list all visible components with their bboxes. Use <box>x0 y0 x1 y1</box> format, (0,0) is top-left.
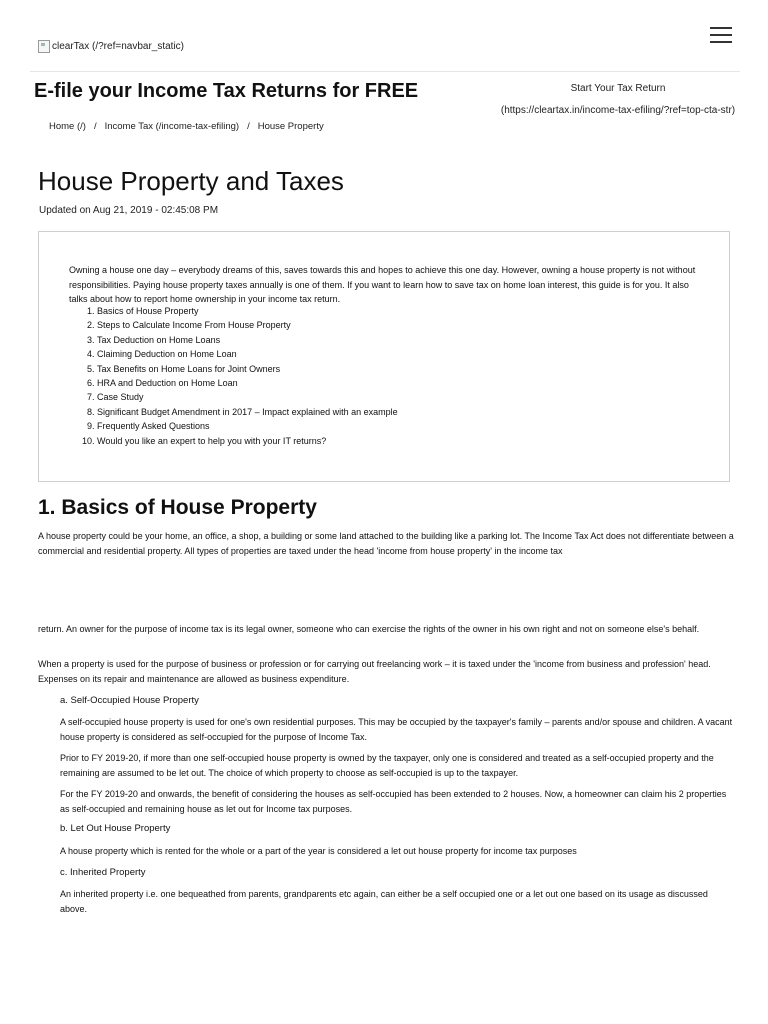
cleartax-logo[interactable] <box>38 40 184 53</box>
breadcrumb-separator: / <box>93 121 97 132</box>
cta-title: E-file your Income Tax Returns for FREE <box>34 80 419 102</box>
hamburger-menu-icon[interactable] <box>710 27 732 43</box>
toc-item[interactable]: 9. Frequently Asked Questions <box>97 419 398 433</box>
cta-link-url: (https://cleartax.in/income-tax-efiling/?ref=top-cta-str) <box>500 105 736 116</box>
toc-item[interactable]: 8. Significant Budget Amendment in 2017 – Impact explained with an example <box>97 405 398 419</box>
toc-item[interactable]: 4. Claiming Deduction on Home Loan <box>97 347 398 361</box>
toc-item[interactable]: 2. Steps to Calculate Income From House Property <box>97 318 398 332</box>
start-tax-return-link[interactable] <box>500 78 736 122</box>
section-heading: 1. Basics of House Property <box>38 496 317 519</box>
logo-alt-text: clearTax (/?ref=navbar_static) <box>52 41 185 52</box>
toc-item[interactable]: 1. Basics of House Property <box>97 304 398 318</box>
paragraph: An inherited property i.e. one bequeathed from parents, grandparents etc again, can either be a self occupied one or a let out one based on its usage as discussed above. <box>60 889 708 914</box>
navbar-divider <box>30 71 740 72</box>
toc-item[interactable]: 5. Tax Benefits on Home Loans for Joint Owners <box>97 362 398 376</box>
paragraph: Prior to FY 2019-20, if more than one self-occupied house property is owned by the taxpayer, only one is considered and treated as a self-occupied property and the remaining are assumed to be let out. The choice of which property to choose as self-occupied is up to the taxpayer. <box>60 753 714 778</box>
menu-bar <box>710 41 732 43</box>
breadcrumb-home[interactable]: Home (/) <box>49 121 86 132</box>
menu-bar <box>710 27 732 29</box>
cta-link-label: Start Your Tax Return <box>570 83 666 94</box>
toc-item[interactable]: 6. HRA and Deduction on Home Loan <box>97 376 398 390</box>
breadcrumb-income-tax[interactable]: Income Tax (/income-tax-efiling) <box>104 121 240 132</box>
table-of-contents-box <box>38 231 730 482</box>
menu-bar <box>710 34 732 36</box>
subheading-self-occupied: a. Self-Occupied House Property <box>60 695 199 706</box>
toc-list <box>87 304 398 448</box>
article-intro: Owning a house one day – everybody dreams of this, saves towards this and hopes to achieve this one day. However, owning a house property is not without responsibilities. Paying house property taxes annually is one of them. If you want to learn how to save tax on home loan interest, this guide is for you. It also talks about how to report home ownership in your income tax return. <box>69 265 696 304</box>
toc-item[interactable]: 10. Would you like an expert to help you with your IT returns? <box>97 434 398 448</box>
breadcrumb-current: House Property <box>257 121 324 132</box>
paragraph: When a property is used for the purpose of business or profession or for carrying out freelancing work – it is taxed under the 'income from business and profession' head. Expenses on its repair and maintenance are allowed as business expenditure. <box>38 659 711 684</box>
breadcrumb <box>49 121 324 132</box>
broken-image-icon <box>38 40 50 53</box>
paragraph: A self-occupied house property is used for one's own residential purposes. This may be occupied by the taxpayer's family – parents and/or spouse and children. A vacant house property is considered as self-occupied for the purpose of Income Tax. <box>60 717 733 742</box>
updated-timestamp: Updated on Aug 21, 2019 - 02:45:08 PM <box>39 205 219 216</box>
breadcrumb-separator: / <box>247 121 250 132</box>
paragraph: A house property which is rented for the whole or a part of the year is considered a let out house property for income tax purposes <box>60 846 577 856</box>
page-title: House Property and Taxes <box>38 166 344 196</box>
toc-item[interactable]: 3. Tax Deduction on Home Loans <box>97 333 398 347</box>
paragraph: For the FY 2019-20 and onwards, the benefit of considering the houses as self-occupied has been extended to 2 houses. Now, a homeowner can claim his 2 properties as self-occupied and remaining house as let out for Income tax purposes. <box>60 789 727 814</box>
toc-item[interactable]: 7. Case Study <box>97 390 398 404</box>
subheading-let-out: b. Let Out House Property <box>60 823 171 834</box>
paragraph: return. An owner for the purpose of income tax is its legal owner, someone who can exercise the rights of the owner in his own right and not on someone else's behalf. <box>38 624 700 634</box>
subheading-inherited: c. Inherited Property <box>60 867 146 878</box>
paragraph: A house property could be your home, an office, a shop, a building or some land attached to the building like a parking lot. The Income Tax Act does not differentiate between a commercial and residential property. All types of properties are taxed under the head 'income from house property' in the income tax <box>38 531 734 556</box>
